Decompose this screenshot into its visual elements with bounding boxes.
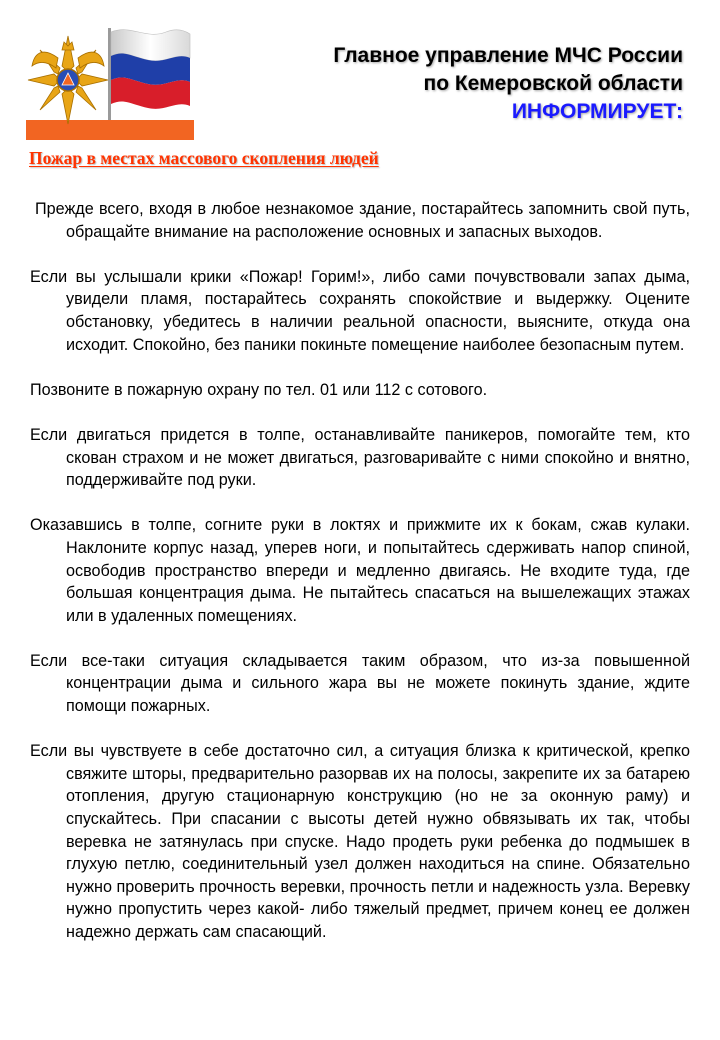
header-line-1: Главное управление МЧС России — [333, 44, 683, 67]
paragraph: Если все-таки ситуация складывается таким образом, что из-за повышенной концентрации дыма и сильного жара вы не можете покинуть здание, ждите помощи пожарных. — [30, 651, 690, 716]
paragraph: Позвоните в пожарную охрану по тел. 01 или 112 с сотового. — [30, 380, 488, 399]
paragraph: Если двигаться придется в толпе, останавливайте паникеров, помогайте тем, кто скован страхом и не может двигаться, разговаривайте с ними спокойно и внятно, поддерживайте под руки. — [30, 425, 690, 490]
paragraph: Прежде всего, входя в любое незнакомое здание, постарайтесь запомнить свой путь, обращайте внимание на расположение основных и запасных выходов. — [35, 200, 690, 241]
body-text — [30, 198, 690, 966]
paragraph: Если вы чувствуете в себе достаточно сил, а ситуация близка к критической, крепко свяжите шторы, предварительно разорвав их на полосы, закрепите их за батарею отопления, другую стационарную конструкцию (но не за оконную раму) и спускайтесь. При спасании с высоты детей нужно обвязывать их так, чтобы веревка не затянулась при спуске. Надо продеть руки ребенка до подмышек в глухую петлю, соединительный узел должен находиться на спине. Обязательно нужно проверить прочность веревки, прочность петли и надежность узла. Веревку нужно пропустить через какой- либо тяжелый предмет, причем конец ее должен надежно держать сам спасающий. — [30, 742, 690, 941]
organization-header — [333, 42, 683, 126]
paragraph: Если вы услышали крики «Пожар! Горим!», либо сами почувствовали запах дыма, увидели пламя, постарайтесь сохранять спокойствие и выдержку. Оцените обстановку, убедитесь в наличии реальной опасности, выясните, откуда она исходит. Спокойно, без паники покиньте помещение наиболее безопасным путем. — [30, 267, 690, 354]
topic-title: Пожар в местах массового скопления людей — [29, 148, 379, 168]
header-informs: ИНФОРМИРУЕТ: — [511, 100, 683, 123]
paragraph: Оказавшись в толпе, согните руки в локтях и прижмите их к бокам, сжав кулаки. Наклоните корпус назад, уперев ноги, и попытайтесь сдерживать напор спиной, освободив пространство впереди и медленно двигаясь. Не входите туда, где большая концентрация дыма. Не пытайтесь спасаться на вышележащих этажах или в удаленных помещениях. — [30, 516, 690, 625]
emercom-logo-icon — [26, 22, 194, 140]
header-line-2: по Кемеровской области — [423, 72, 683, 95]
